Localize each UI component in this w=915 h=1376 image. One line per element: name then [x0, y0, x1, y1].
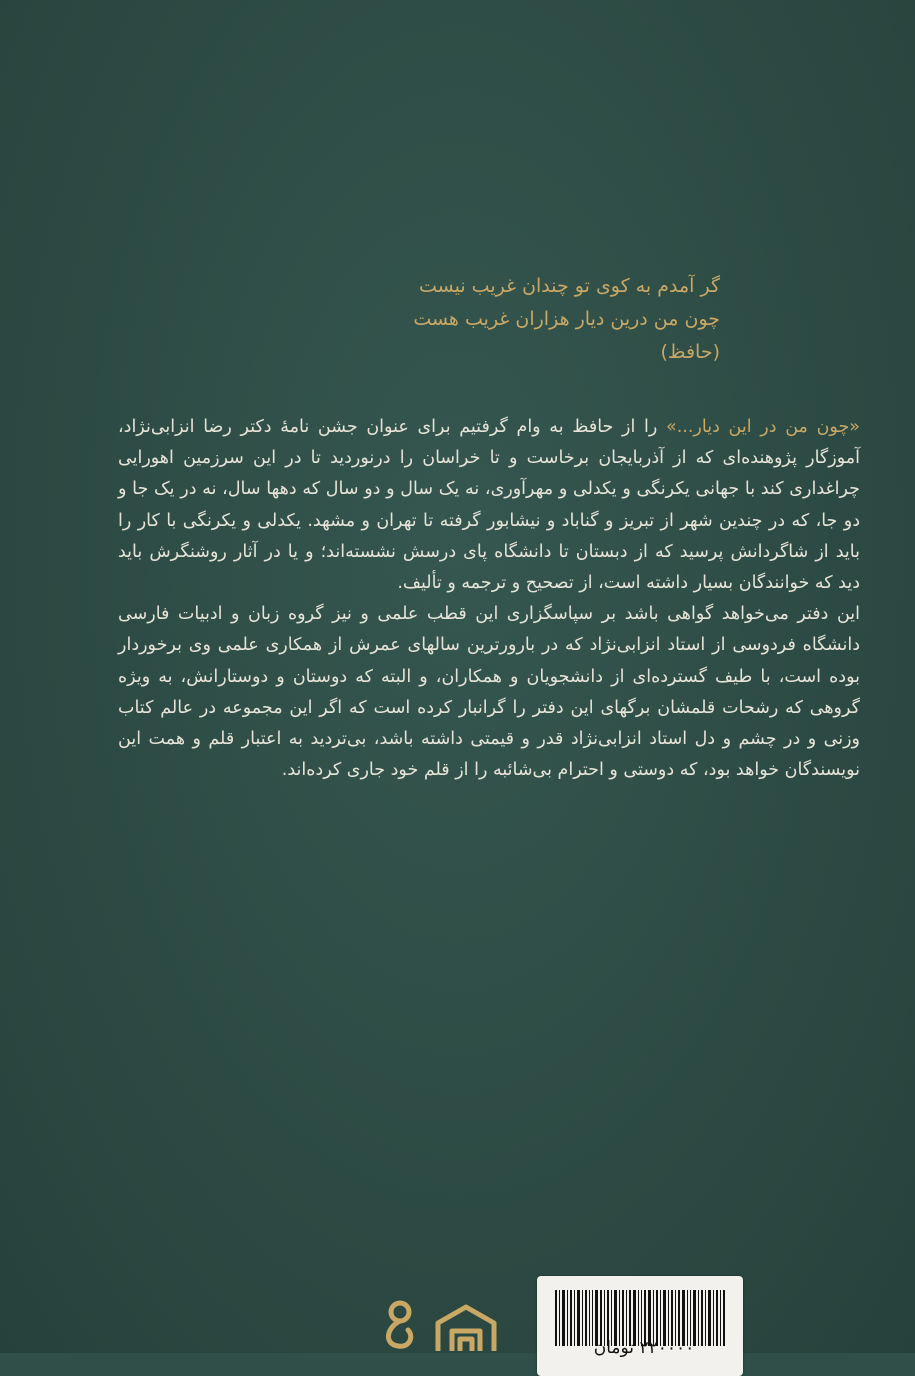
title-quote: «چون من در این دیار...» [666, 417, 860, 437]
poem-line-2: چون من درین دیار هزاران غریب هست [413, 308, 720, 330]
price-sticker [537, 1276, 743, 1376]
paragraph-1 [118, 412, 860, 599]
publisher-monogram-logo [378, 1296, 418, 1353]
poem-attribution: (حافظ) [660, 341, 720, 363]
blurb-text [118, 412, 860, 786]
poem-epigraph [120, 270, 720, 369]
publisher-building-logo [430, 1301, 502, 1353]
paragraph-1-text: را از حافظ به وام گرفتیم برای عنوان جشن نامهٔ دکتر رضا انزابی‌نژاد، آموزگار پژوهنده‌ای که از آذربایجان برخاست و تا خراسان را درنوردید تا در این سرزمین اهورایی چراغداری کند با جهانی یکرنگی و یکدلی و مهرآوری، نه یک سال و دو سال که دهها سال، نه در یک جا و دو جا، که در چندین شهر از تبریز و گناباد و نیشابور گرفته تا تهران و مشهد. یکدلی و یکرنگی با کار را باید از شاگردانش پرسید که از دبستان تا دانشگاه پای درسش نشسته‌اند؛ و یا در آثار روشنگرش باید دید که خوانندگان بسیار داشته است، از تصحیح و ترجمه و تألیف. [118, 417, 860, 594]
paragraph-2: این دفتر می‌خواهد گواهی باشد بر سپاسگزاری این قطب علمی و نیز گروه زبان و ادبیات فارسی دانشگاه فردوسی از استاد انزابی‌نژاد که در بارورترین سالهای عمرش از همکاری علمی وی برخوردار بوده است، با طیف گسترده‌ای از دانشجویان و همکاران، و البته که دوستان و دوستارانش، به ویژه گروهی که رشحات قلمشان برگهای این دفتر را گرانبار کرده است که اگر این مجموعه در عالم کتاب وزنی و در چشم و دل استاد انزابی‌نژاد قدر و قیمتی داشته باشد، بی‌تردید به اعتبار قلم و همت این نویسندگان خواهد بود، که دوستی و احترام بی‌شائبه را از قلم خود جاری کرده‌اند. [118, 604, 860, 781]
poem-line-1: گر آمدم به کوی تو چندان غریب نیست [419, 275, 720, 297]
price-text: ۲۲۰۰۰۰ تومان [593, 1338, 695, 1358]
